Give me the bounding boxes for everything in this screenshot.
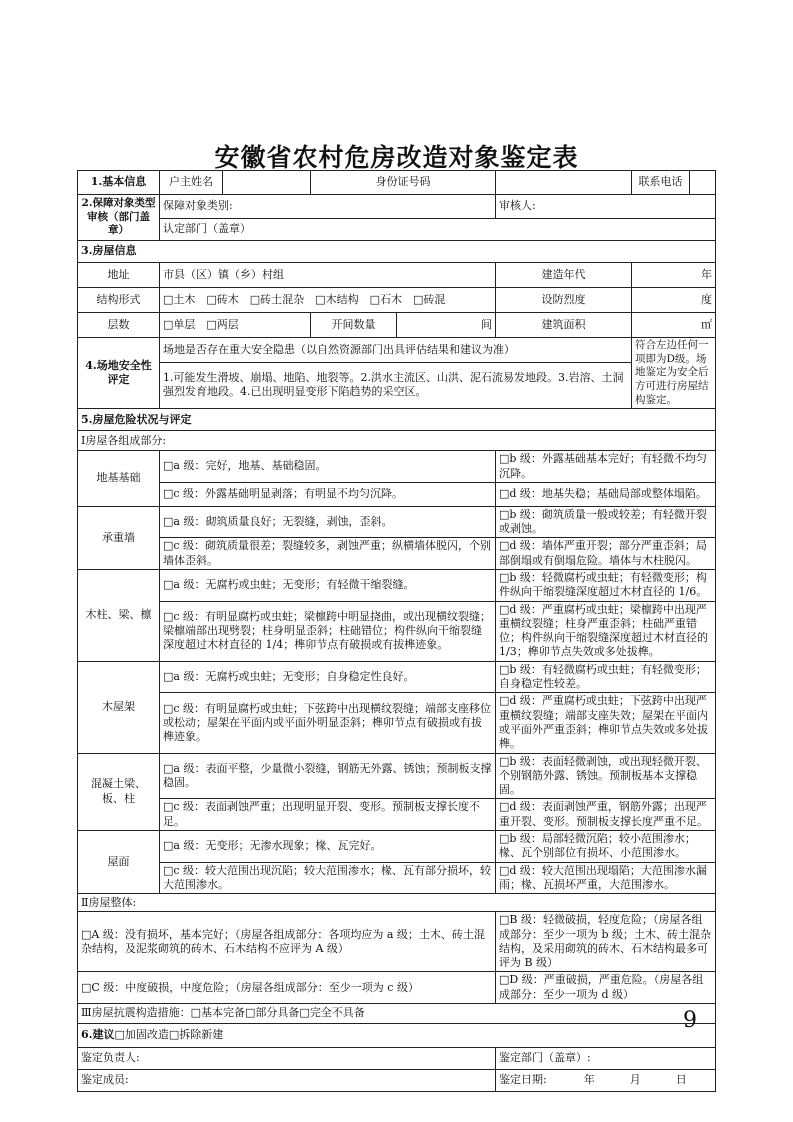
roof-frame-row-1 [78, 661, 716, 693]
hazard-header-row [78, 409, 716, 431]
site-note: 符合左边任何一项即为D级。场地鉴定为安全后方可进行房屋结构鉴定。 [632, 338, 716, 409]
timber-grade-d[interactable]: □d 级：严重腐朽或虫蛀；梁檩跨中出现严重横纹裂缝；柱身严重歪斜；柱础严重错位；构件纵向干缩裂缝深度超过木材直径的 1/3；榫卯节点失效或多处拔榫。 [496, 601, 716, 661]
timber-row-1 [78, 569, 716, 601]
house-info-header-row [78, 241, 716, 263]
roof-label: 屋面 [78, 831, 160, 894]
date-day-label: 日 [675, 1073, 687, 1087]
site-question: 场地是否存在重大安全隐患（以自然资源部门出具评估结果和建议为准） [160, 338, 632, 363]
hazard-part1-label: Ⅰ房屋各组成部分: [78, 431, 716, 451]
build-year-label: 建造年代 [496, 263, 632, 288]
address-row [78, 263, 716, 288]
roof-frame-grade-c[interactable]: □c 级：有明显腐朽或虫蛀；下弦跨中出现横纹裂缝；端部支座移位或松动；屋架在平面内或平面外明显歪斜；榫卯节点有破损或有拔榫迹象。 [160, 693, 496, 753]
roof-grade-b[interactable]: □b 级：局部轻微沉陷；较小范围渗水；椽、瓦个别部位有损坏、小范围渗水。 [496, 831, 716, 863]
house-info-section-label: 3.房屋信息 [78, 241, 716, 263]
advice-label: 6.建议 [81, 1028, 115, 1042]
concrete-grade-d[interactable]: □d 级：表面剥蚀严重，钢筋外露；出现严重开裂、变形。预制板支撑长度严重不足。 [496, 799, 716, 831]
wall-grade-c[interactable]: □c 级：砌筑质量很差；裂缝较多，剥蚀严重；纵横墙体脱闪，个别墙体歪斜。 [160, 538, 496, 570]
hazard-section-label: 5.房屋危险状况与评定 [78, 409, 716, 431]
roof-frame-grade-d[interactable]: □d 级：严重腐朽或虫蛀；下弦跨中出现严重横纹裂缝；端部支座失效；屋架在平面内或平面外严重歪斜；榫卯节点失效或多处拔榫。 [496, 693, 716, 753]
overall-grade-d[interactable]: □D 级：严重破损，严重危险。（房屋各组成部分：至少一项为 d 级） [496, 972, 716, 1004]
phone-field[interactable] [690, 171, 716, 195]
timber-grade-b[interactable]: □b 级：轻微腐朽或虫蛀；有轻微变形；构件纵向干缩裂缝深度超过木材直径的 1/6。 [496, 569, 716, 601]
floors-label: 层数 [78, 313, 160, 338]
structure-row [78, 288, 716, 313]
id-number-label: 身份证号码 [311, 171, 496, 195]
advice-cell [78, 1024, 716, 1048]
area-field[interactable]: ㎡ [632, 313, 716, 338]
appraisal-date-label: 鉴定日期: [499, 1073, 547, 1087]
concrete-grade-a[interactable]: □a 级：表面平整，少量微小裂缝，钢筋无外露、锈蚀；预制板支撑稳固。 [160, 753, 496, 799]
page-number: 9 [683, 1008, 697, 1033]
advice-row [78, 1024, 716, 1048]
seismic-field[interactable]: 度 [632, 288, 716, 313]
concrete-label: 混凝土梁、板、柱 [78, 753, 160, 830]
floors-row [78, 313, 716, 338]
overall-grade-b[interactable]: □B 级：轻微破损，轻度危险；（房屋各组成部分：至少一项为 b 级；土木、砖土混杂结构，及采用砌筑的砖木、石木结构最多可评为 B 级） [496, 912, 716, 972]
sign-row-1 [78, 1048, 716, 1070]
foundation-row-1 [78, 451, 716, 483]
hazard-part3-row [78, 1004, 716, 1024]
site-hazards: 1.可能发生滑坡、崩塌、地陷、地裂等。2.洪水主流区、山洪、泥石流易发地段。3.岩溶、土洞强烈发育地段。4.已出现明显变形下陷趋势的采空区。 [160, 362, 632, 409]
structure-options[interactable]: □土木 □砖木 □砖土混杂 □木结构 □石木 □砖混 [160, 288, 496, 313]
concrete-row-2 [78, 799, 716, 831]
foundation-grade-c[interactable]: □c 级：外露基础明显剥落；有明显不均匀沉降。 [160, 482, 496, 506]
type-review-row-2 [78, 219, 716, 241]
roof-row-2 [78, 862, 716, 894]
timber-grade-a[interactable]: □a 级：无腐朽或虫蛀；无变形；有轻微干缩裂缝。 [160, 569, 496, 601]
address-value[interactable]: 市县（区）镇（乡）村组 [160, 263, 496, 288]
build-year-field[interactable]: 年 [632, 263, 716, 288]
basic-info-section-label: 1.基本信息 [78, 171, 160, 195]
roof-row-1 [78, 831, 716, 863]
foundation-grade-b[interactable]: □b 级：外露基础基本完好；有轻微不均匀沉降。 [496, 451, 716, 483]
roof-frame-row-2 [78, 693, 716, 753]
sign-row-2 [78, 1070, 716, 1092]
overall-row-1 [78, 912, 716, 972]
dept-stamp-label[interactable]: 认定部门（盖章） [160, 219, 716, 241]
id-number-field[interactable] [496, 171, 632, 195]
bays-field[interactable]: 间 [397, 313, 496, 338]
overall-row-2 [78, 972, 716, 1004]
timber-row-2 [78, 601, 716, 661]
site-safety-row-1 [78, 338, 716, 363]
hazard-part1-row [78, 431, 716, 451]
seismic-label: 设防烈度 [496, 288, 632, 313]
foundation-label: 地基基础 [78, 451, 160, 507]
appraisal-leader-label[interactable]: 鉴定负责人: [78, 1048, 496, 1070]
concrete-grade-b[interactable]: □b 级：表面轻微剥蚀，或出现轻微开裂、个别钢筋外露、锈蚀。预制板基本支撑稳固。 [496, 753, 716, 799]
address-label: 地址 [78, 263, 160, 288]
seismic-measures[interactable]: Ⅲ房屋抗震构造措施：□基本完备□部分具备□完全不具备 [78, 1004, 716, 1024]
bays-label: 开间数量 [311, 313, 397, 338]
wall-grade-a[interactable]: □a 级：砌筑质量良好；无裂缝，剥蚀，歪斜。 [160, 506, 496, 538]
structure-label: 结构形式 [78, 288, 160, 313]
date-year-label: 年 [583, 1073, 595, 1087]
foundation-grade-d[interactable]: □d 级：地基失稳；基础局部或整体塌陷。 [496, 482, 716, 506]
overall-grade-c[interactable]: □C 级：中度破损，中度危险；（房屋各组成部分：至少一项为 c 级） [78, 972, 496, 1004]
foundation-grade-a[interactable]: □a 级：完好，地基、基础稳固。 [160, 451, 496, 483]
date-month-label: 月 [629, 1073, 641, 1087]
concrete-row-1 [78, 753, 716, 799]
owner-name-label: 户主姓名 [160, 171, 223, 195]
site-safety-row-2 [78, 362, 716, 409]
wall-grade-b[interactable]: □b 级：砌筑质量一般或较差；有轻微开裂或剥蚀。 [496, 506, 716, 538]
foundation-row-2 [78, 482, 716, 506]
roof-grade-c[interactable]: □c 级：较大范围出现沉陷；较大范围渗水；椽、瓦有部分损坏，较大范围渗水。 [160, 862, 496, 894]
wall-label: 承重墙 [78, 506, 160, 569]
category-label[interactable]: 保障对象类别: [160, 195, 496, 219]
area-label: 建筑面积 [496, 313, 632, 338]
appraisal-dept-label[interactable]: 鉴定部门（盖章）: [496, 1048, 716, 1070]
wall-row-2 [78, 538, 716, 570]
roof-frame-grade-a[interactable]: □a 级：无腐朽或虫蛀；无变形；自身稳定性良好。 [160, 661, 496, 693]
wall-row-1 [78, 506, 716, 538]
floors-options[interactable]: □单层 □两层 [160, 313, 311, 338]
roof-grade-d[interactable]: □d 级：较大范围出现塌陷；大范围渗水漏雨；椽、瓦损坏严重，大范围渗水。 [496, 862, 716, 894]
appraisal-form [77, 170, 716, 1092]
basic-info-row [78, 171, 716, 195]
appraisal-members-label[interactable]: 鉴定成员: [78, 1070, 496, 1092]
phone-label: 联系电话 [632, 171, 690, 195]
timber-label: 木柱、梁、檩 [78, 569, 160, 661]
hazard-part2-row [78, 894, 716, 912]
type-review-row-1 [78, 195, 716, 219]
reviewer-label[interactable]: 审核人: [496, 195, 716, 219]
appraisal-date-cell[interactable] [496, 1070, 716, 1092]
hazard-part2-label: Ⅱ房屋整体: [78, 894, 716, 912]
concrete-grade-c[interactable]: □c 级：表面剥蚀严重；出现明显开裂、变形。预制板支撑长度不足。 [160, 799, 496, 831]
page-title: 安徽省农村危房改造对象鉴定表 [214, 143, 579, 172]
owner-name-field[interactable] [223, 171, 311, 195]
overall-grade-a[interactable]: □A 级：没有损坏，基本完好；（房屋各组成部分：各项均应为 a 级；土木、砖土混杂结构，及泥浆砌筑的砖木、石木结构不应评为 A 级） [78, 912, 496, 972]
type-review-section-label: 2.保障对象类型审核（部门盖章） [78, 195, 160, 241]
roof-frame-grade-b[interactable]: □b 级：有轻微腐朽或虫蛀；有轻微变形；自身稳定性较差。 [496, 661, 716, 693]
roof-grade-a[interactable]: □a 级：无变形；无渗水现象；椽、瓦完好。 [160, 831, 496, 863]
wall-grade-d[interactable]: □d 级：墙体严重开裂；部分严重歪斜；局部倒塌或有倒塌危险。墙体与木柱脱闪。 [496, 538, 716, 570]
roof-frame-label: 木屋架 [78, 661, 160, 753]
advice-options[interactable]: □加固改造□拆除新建 [114, 1028, 224, 1042]
timber-grade-c[interactable]: □c 级：有明显腐朽或虫蛀；梁檩跨中明显挠曲，或出现横纹裂缝；梁檩端部出现劈裂；柱身明显歪斜；柱础错位；构件纵向干缩裂缝深度超过木材直径的 1/4；榫卯节点有破损或有拔榫迹象。 [160, 601, 496, 661]
site-safety-section-label: 4.场地安全性评定 [78, 338, 160, 409]
